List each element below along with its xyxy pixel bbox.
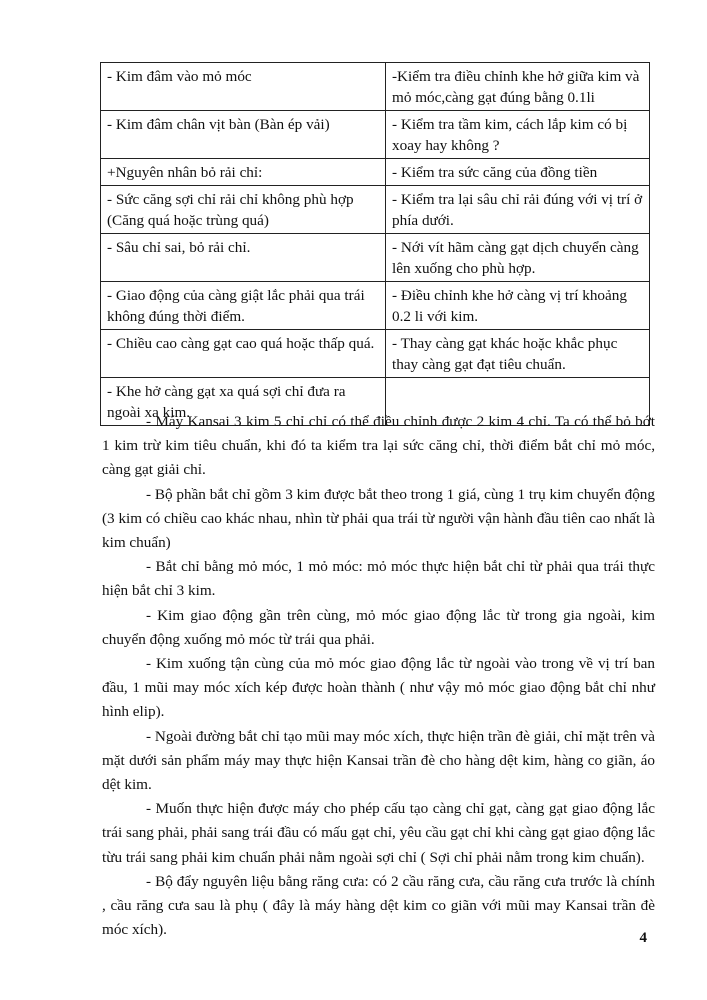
paragraph: - Ngoài đường bắt chỉ tạo mũi may móc xích, thực hiện trần đè giải, chỉ mặt trên và mặt dưới sản phẩm máy may thực hiện Kansai trần đè cho hàng dệt kim, hàng co giãn, áo dệt kim. (102, 727, 655, 794)
paragraph: - Bắt chỉ bằng mỏ móc, 1 mỏ móc: mỏ móc thực hiện bắt chỉ từ phải qua trái thực hiện bắt chỉ 3 kim. (102, 558, 655, 600)
table-cell-remedy: - Thay càng gạt khác hoặc khắc phục thay càng gạt đạt tiêu chuẩn. (386, 330, 650, 378)
table-cell-cause: +Nguyên nhân bỏ rải chỉ: (101, 159, 386, 186)
table-cell-remedy: - Kiểm tra sức căng của đồng tiền (386, 159, 650, 186)
table-cell-cause: - Khe hở càng gạt xa quá sợi chỉ đưa ra ngoài xa kim. (101, 378, 386, 426)
paragraph: - Máy Kansai 3 kim 5 chỉ chỉ có thể điều chỉnh được 2 kim 4 chỉ. Ta có thể bỏ bớt 1 kim trừ kim tiêu chuẩn, khi đó ta kiểm tra lại sức căng chỉ, thời điểm bắt chỉ mỏ móc, càng gạt giải chỉ. (102, 413, 655, 479)
table-cell-remedy: - Kiểm tra lại sâu chỉ rải đúng với vị trí ở phía dưới. (386, 186, 650, 234)
table-cell-remedy: - Nới vít hãm càng gạt dịch chuyển càng lên xuống cho phù hợp. (386, 234, 650, 282)
table-cell-cause: - Kim đâm chân vịt bàn (Bàn ép vải) (101, 111, 386, 159)
table-cell-cause: - Sức căng sợi chỉ rải chỉ không phù hợp (Căng quá hoặc trùng quá) (101, 186, 386, 234)
table-cell-cause: - Chiều cao càng gạt cao quá hoặc thấp quá. (101, 330, 386, 378)
page-number: 4 (639, 930, 647, 946)
paragraph: - Bộ phần bắt chỉ gồm 3 kim được bắt theo trong 1 giá, cùng 1 trụ kim chuyển động (3 kim có chiều cao khác nhau, nhìn từ phải qua trái từ người vận hành đầu tiên cao nhất là kim chuẩn) (102, 485, 655, 552)
troubleshooting-table (100, 62, 650, 426)
table-row (101, 111, 650, 159)
table-row (101, 282, 650, 330)
paragraph: - Kim giao động gần trên cùng, mỏ móc giao động lắc từ trong gia ngoài, kim chuyển động xuống mỏ móc từ trái qua phải. (102, 606, 655, 648)
table-row (101, 63, 650, 111)
table-row (101, 234, 650, 282)
table-cell-cause: - Kim đâm vào mỏ móc (101, 63, 386, 111)
table-cell-remedy: - Kiểm tra tầm kim, cách lắp kim có bị xoay hay không ? (386, 111, 650, 159)
paragraph: - Kim xuống tận cùng của mỏ móc giao động lắc từ ngoài vào trong về vị trí ban đầu, 1 mũi may móc xích kép được hoàn thành ( như vậy mỏ móc giao động bắt chỉ như hình elip). (102, 655, 655, 721)
table-row (101, 186, 650, 234)
table-cell-remedy: -Kiểm tra điều chỉnh khe hở giữa kim và mỏ móc,càng gạt đúng bằng 0.1li (386, 63, 650, 111)
table-cell-cause: - Sâu chỉ sai, bỏ rải chỉ. (101, 234, 386, 282)
body-text (102, 410, 655, 942)
paragraph: - Muốn thực hiện được máy cho phép cấu tạo càng chỉ gạt, càng gạt giao động lắc trái sang phải, phải sang trái đầu có mấu gạt chỉ, yêu cầu gạt chỉ khi càng gạt giao động lắc từu trái sang phải kim chuẩn phải nằm ngoài sợi chỉ ( Sợi chỉ phải nằm trong kim chuẩn). (102, 800, 655, 866)
table-cell-cause: - Giao động của càng giật lắc phải qua trái không đúng thời điểm. (101, 282, 386, 330)
table-cell-remedy: - Điều chỉnh khe hở càng vị trí khoảng 0.2 li với kim. (386, 282, 650, 330)
table-row (101, 159, 650, 186)
paragraph: - Bộ đẩy nguyên liệu bằng răng cưa: có 2 cầu răng cưa, cầu răng cưa trước là chính , cầu răng cưa sau là phụ ( đây là máy hàng dệt kim co giãn với mũi may Kansai trần đè móc xích). (102, 872, 655, 939)
table-row (101, 330, 650, 378)
